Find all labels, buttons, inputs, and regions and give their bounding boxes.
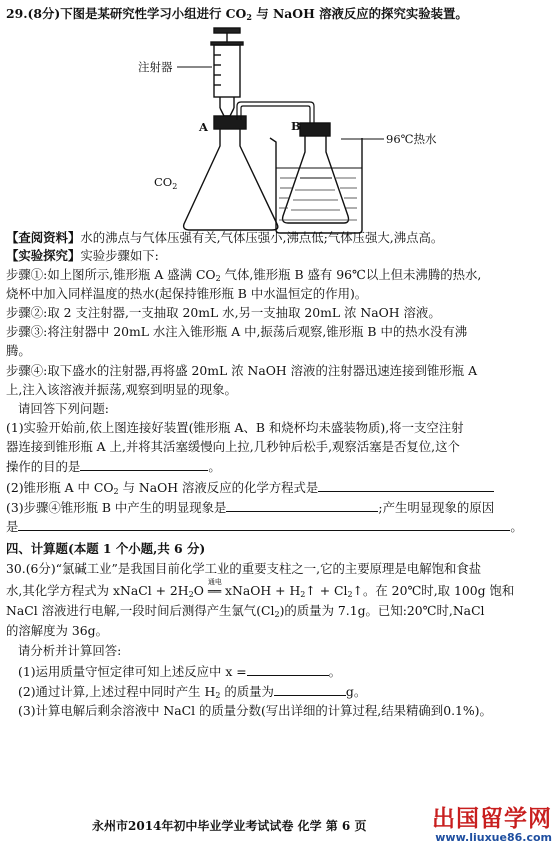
question-30-line-3: NaCl 溶液进行电解,一段时间后测得产生氯气$(Cl_2)$的质量为 7.1g。已知:20℃时,NaCl	[6, 603, 485, 619]
step-2: 步骤②:取 2 支注射器,一支抽取 20mL 水,另一支抽取 20mL 浓 NaOH 溶液。	[6, 305, 441, 320]
reference-info: 【查阅资料】水的沸点与气体压强有关,气体压强小,沸点低;气体压强大,沸点高。	[6, 230, 444, 245]
step-3-line-2: 腾。	[6, 343, 31, 358]
connecting-tube	[237, 102, 314, 123]
question-30-prompt: 请分析并计算回答:	[18, 643, 122, 658]
step-1-line-2: 烧杯中加入同样温度的热水(起保持锥形瓶 B 中水温恒定的作用)。	[6, 286, 368, 301]
answer-3-blank-2[interactable]	[18, 518, 510, 531]
question-30-line-4: 的溶解度为 36g。	[6, 623, 108, 638]
answer-1-blank[interactable]	[80, 458, 208, 471]
apparatus-diagram	[0, 20, 553, 250]
question-prompt: 请回答下列问题:	[18, 401, 109, 416]
answer-1-line-1: (1)实验开始前,依上图连接好装置(锥形瓶 A、B 和烧杯均未盛装物质),将一支空注射	[6, 420, 464, 435]
answer-3-blank-1[interactable]	[226, 499, 378, 512]
section-4-heading: 四、计算题(本题 1 个小题,共 6 分)	[6, 541, 206, 556]
watermark-title: 出国留学网	[432, 806, 552, 832]
syringe-label: 注射器	[138, 60, 173, 74]
answer-2: (2)锥形瓶 A 中 $CO_2$ 与 NaOH 溶液反应的化学方程式是	[6, 479, 549, 496]
water-label: 96℃热水	[386, 132, 437, 146]
co2-label: $CO_2$	[154, 175, 178, 191]
question-29-title: 29.(8分)下图是某研究性学习小组进行 $CO_2$ 与 NaOH 溶液反应的探究实验装置。	[6, 6, 468, 22]
answer-1-line-3: 操作的目的是 。	[6, 459, 221, 474]
answer-1-line-2: 器连接到锥形瓶 A 上,并将其活塞缓慢向上拉,几秒钟后松手,观察活塞是否复位,这个	[6, 439, 460, 454]
question-30-part-2: (2)通过计算,上述过程中同时产生 $H_2$ 的质量为 g。	[18, 684, 367, 700]
experiment-heading: 【实验探究】实验步骤如下:	[6, 248, 159, 263]
flask-a-label: A	[199, 120, 208, 134]
watermark-url: www.liuxue86.com	[435, 831, 552, 844]
answer-2-blank[interactable]	[318, 479, 494, 492]
step-4-line-2: 上,注入该溶液并振荡,观察到明显的现象。	[6, 382, 237, 397]
step-4-line-1: 步骤④:取下盛水的注射器,再将盛 20mL 浓 NaOH 溶液的注射器迅速连接到锥形瓶 A	[6, 363, 478, 378]
part-1-blank[interactable]	[247, 663, 329, 676]
step-1-line-1: 步骤①:如上图所示,锥形瓶 A 盛满 $CO_2$ 气体,锥形瓶 B 盛有 96℃以上但未沸腾的热水,	[6, 267, 482, 283]
question-30-part-1: (1)运用质量守恒定律可知上述反应中 x = 。	[18, 664, 342, 679]
question-30-line-1: 30.(6分)“氯碱工业”是我国目前化学工业的重要支柱之一,它的主要原理是电解饱和食盐	[6, 561, 482, 576]
question-30-part-3: (3)计算电解后剩余溶液中 NaCl 的质量分数(写出详细的计算过程,结果精确到0.1%)。	[18, 703, 492, 718]
step-3-line-1: 步骤③:将注射器中 20mL 水注入锥形瓶 A 中,振荡后观察,锥形瓶 B 中的热水没有沸	[6, 324, 468, 339]
page-footer: 永州市2014年初中毕业学业考试试卷 化学 第 6 页	[92, 819, 367, 833]
answer-3-line-2: 是 。	[6, 519, 523, 534]
part-2-blank[interactable]	[274, 683, 346, 696]
flask-b-label: B	[291, 119, 301, 133]
watermark	[432, 800, 552, 844]
flask-a	[184, 129, 278, 230]
question-30-equation: 水,其化学方程式为 xNaCl + $2H_2O$ 通电 ══ xNaOH + $H_2↑$ + $Cl_2↑$。在 20℃时,取 100g 饱和	[6, 578, 515, 599]
electrolysis-arrow: 通电 ══	[207, 578, 222, 598]
answer-3-line-1: (3)步骤④锥形瓶 B 中产生的明显现象是 ;产生明显现象的原因	[6, 500, 495, 515]
